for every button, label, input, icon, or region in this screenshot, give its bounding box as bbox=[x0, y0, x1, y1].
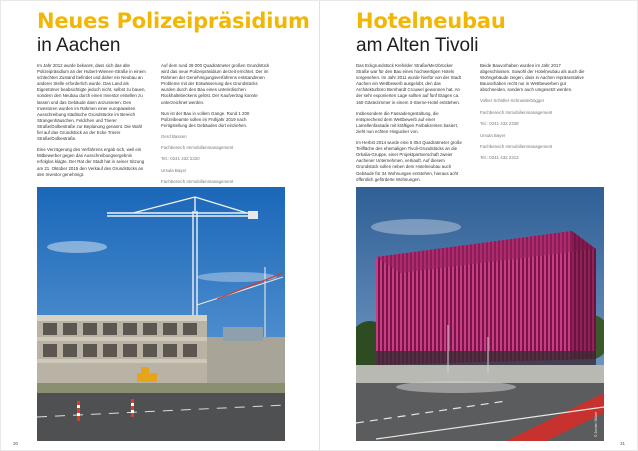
left-page bbox=[1, 1, 319, 450]
left-page-title: Neues Polizeipräsidium bbox=[37, 9, 310, 33]
contact-dept: Fachbereich Immobilienmanagement bbox=[161, 145, 234, 151]
paragraph: Beide Bauvorhaben wurden im Jahr 2017 abgeschlossen. Sowohl der Hotelneubau als auch die Wohngebäude zeigen, dass in Aachen repräsentative Bauvorhaben recht nur in Wettbewerben gut abschneiden, sondern auch umgesetzt werden. bbox=[480, 63, 585, 93]
right-page-number: 31 bbox=[620, 441, 626, 446]
contact-block bbox=[480, 98, 590, 126]
paragraph: Eine Verzögerung des Verfahrens ergab sich, weil ein Mitbewerber gegen das Ausschreibungsergebnis erfolglos klagte. Der Rat der Stadt hat in seiner Sitzung am 21. Oktober 2015 den Verkauf des Grundstücks an den Investor genehmigt. bbox=[37, 147, 145, 177]
paragraph: Das Eckgrundstück Krefelder Straße/Merzbrücker Straße war für den Bau eines hochwertigen Hotels vorgesehen. Im Jahr 2011 wurde hierfür von der Stadt Aachen ein Wettbewerb ausgelobt, den das Architekturbüro Bernhardt Crouwel gewonnen hat. An der sehr exponierten Lage sollten auf fünf Etagen ca. 160 Gästezimmer in einem 3-Sterne-Hotel entstehen. bbox=[356, 63, 461, 105]
contact-dept: Fachbereich Immobilienmanagement bbox=[480, 143, 553, 149]
right-text-column-1 bbox=[356, 63, 466, 188]
contact-block bbox=[161, 134, 271, 162]
contact-name: Ursula Bayer bbox=[161, 168, 187, 174]
left-text-column-2 bbox=[161, 63, 271, 203]
paragraph: Insbesondere die Fassadengestaltung, die entsprechend dem Wettbewerb auf einer Lamellenfassade mit kräftigen Farbakzenten basiert, zieht nun echten Hingucker von. bbox=[356, 110, 459, 134]
contact-name: Gerd Bassen bbox=[161, 133, 187, 139]
magazine-spread bbox=[1, 1, 637, 450]
contact-tel: Tel.: 0241 432 2328 bbox=[480, 120, 519, 126]
left-text-column-1 bbox=[37, 63, 147, 183]
contact-dept: Fachbereich Immobilienmanagement bbox=[480, 109, 553, 115]
contact-name: Volker Schüller-Schneiderbögger bbox=[480, 98, 545, 104]
hotel-facade-photo bbox=[356, 187, 604, 441]
right-text-column-2 bbox=[480, 63, 590, 167]
left-page-subtitle: in Aachen bbox=[37, 35, 121, 56]
contact-block bbox=[480, 133, 590, 161]
contact-dept: Fachbereich Immobilienmanagement bbox=[161, 179, 234, 185]
right-page bbox=[320, 1, 638, 450]
right-page-subtitle: am Alten Tivoli bbox=[356, 35, 479, 56]
paragraph: Im Jahr 2012 wurde bekannt, dass sich das alte Polizeipräsidium an der Hubert-Wienen-Straße in einem schlechten Zustand befindet und daher ein Neubau an anderer Stelle erforderlich wurde. Das Land als Eigentümer beabsichtigte jedoch nicht, selbst zu bauen, sondern den Neubau durch einen Investor erstellen zu lassen und das Gebäude dann anzumieten. Den Investoren wurden im Rahmen einer europaweiten Ausschreibung städtische Grundstücke im Bereich Strangenhäuschen, Feldchen und Trierer Straße/Dolbestraße zur Beplanung genannt. Die Wahl fiel auf das Grundstück an der Ecke Trierer Straße/Dolbestraße. bbox=[37, 63, 146, 142]
paragraph: Nun ist der Bau in vollem Gange. Rund 1 200 Polizeibeamte sollen im Frühjahr 2019 nach Fertigstellung des Gebäudes dort einziehen. bbox=[161, 110, 250, 128]
right-page-title: Hotelneubau bbox=[356, 9, 506, 33]
left-page-number: 30 bbox=[13, 441, 19, 446]
photo-credit: © Jochen Stüber bbox=[594, 411, 598, 437]
paragraph: Auf dem rund 28 000 Quadratmeter großen Grundstück wird das neue Polizeipräsidium derzeit errichtet. Der im Rahmen der Genehmigungsverfahrens entstandenen Probleme mit der Entwässerung des Grundstücks wurden durch den Bau eines unterirdischen Rückhaltebeckens gelöst. Der Kaufvertrag konnte unterzeichnet werden. bbox=[161, 63, 270, 105]
paragraph: Im Herbst 2014 wurde eine 5 054 Quadratmeter große Teilfläche des ehemaligen Tivoli-Grundstücks an die Orkalia-Gruppe, einer Projektpartnerschaft zweier Aachener Unternehmen, verkauft. Auf diesem Grundstück sollen neben dem Hotelneubau auch Gebäude für 34 Wohnungen entstehen, hieraus acht öffentlich geförderte Wohnungen. bbox=[356, 140, 462, 182]
contact-name: Ursula Bayer bbox=[480, 132, 506, 138]
contact-tel: Tel.: 0241 432 2320 bbox=[161, 156, 200, 162]
construction-site-photo bbox=[37, 187, 285, 441]
contact-tel: Tel.: 0241 432 2313 bbox=[480, 154, 519, 160]
